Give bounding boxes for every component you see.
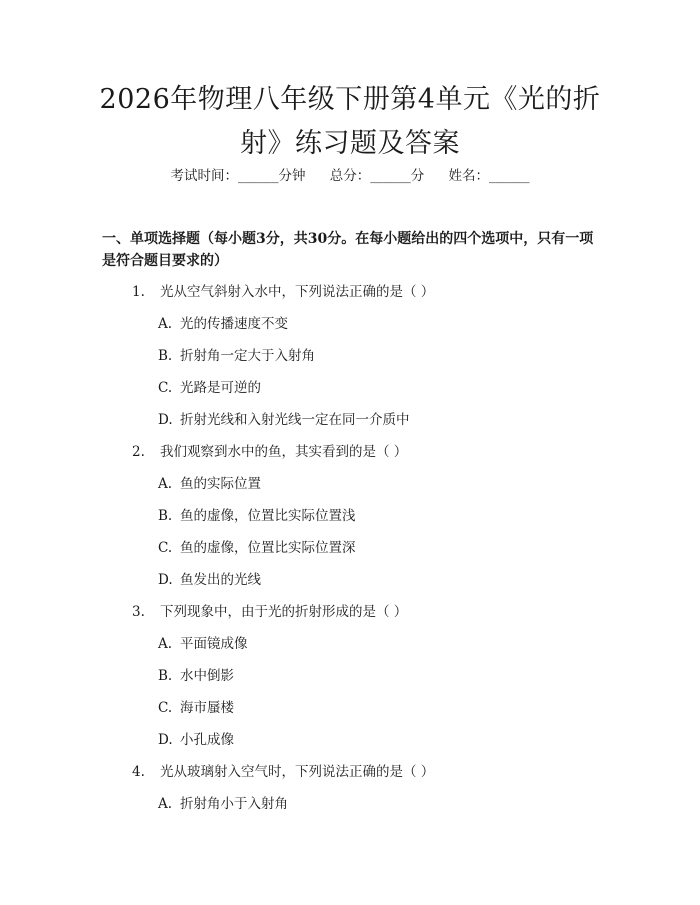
option-letter: B.	[158, 348, 173, 364]
question-text: 我们观察到水中的鱼，其实看到的是（ ）	[160, 444, 408, 460]
exam-time-field: 考试时间：______分钟	[170, 168, 306, 184]
question-number: 2.	[132, 444, 145, 460]
option-letter: A.	[158, 476, 173, 492]
section-heading: 一、单项选择题（每小题3分，共30分。在每小题给出的四个选项中，只有一项是符合题目要求的）	[102, 231, 594, 269]
question-text: 光从玻璃射入空气时，下列说法正确的是（ ）	[160, 764, 435, 780]
option-letter: C.	[158, 380, 173, 396]
student-name-field: 姓名：______	[448, 168, 530, 184]
option-letter: D.	[158, 412, 173, 428]
option-text: 海市蜃楼	[180, 700, 234, 716]
option-text: 鱼的虚像，位置比实际位置浅	[180, 508, 356, 524]
total-score-field: 总分：______分	[329, 168, 425, 184]
option-letter: D.	[158, 572, 173, 588]
option-text: 光的传播速度不变	[180, 316, 288, 332]
option-text: 鱼的实际位置	[180, 476, 261, 492]
option-letter: C.	[158, 700, 173, 716]
option-letter: C.	[158, 540, 173, 556]
page-title: 2026年物理八年级下册第4单元《光的折射》练习题及答案	[99, 84, 601, 159]
question-text: 下列现象中，由于光的折射形成的是（ ）	[160, 604, 408, 620]
question-number: 3.	[132, 604, 145, 620]
question-number: 4.	[132, 764, 145, 780]
option-text: 鱼发出的光线	[180, 572, 261, 588]
option-text: 光路是可逆的	[180, 380, 261, 396]
option-text: 水中倒影	[180, 668, 234, 684]
question-number: 1.	[132, 284, 145, 300]
option-letter: A.	[158, 796, 173, 812]
option-text: 折射光线和入射光线一定在同一介质中	[180, 412, 410, 428]
question-text: 光从空气斜射入水中，下列说法正确的是（ ）	[160, 284, 435, 300]
option-text: 折射角一定大于入射角	[180, 348, 315, 364]
option-letter: B.	[158, 668, 173, 684]
option-text: 折射角小于入射角	[180, 796, 288, 812]
option-letter: A.	[158, 636, 173, 652]
option-letter: D.	[158, 732, 173, 748]
option-text: 平面镜成像	[180, 636, 248, 652]
option-letter: A.	[158, 316, 173, 332]
option-text: 小孔成像	[180, 732, 234, 748]
exam-info-line	[0, 166, 700, 186]
option-letter: B.	[158, 508, 173, 524]
option-text: 鱼的虚像，位置比实际位置深	[180, 540, 356, 556]
